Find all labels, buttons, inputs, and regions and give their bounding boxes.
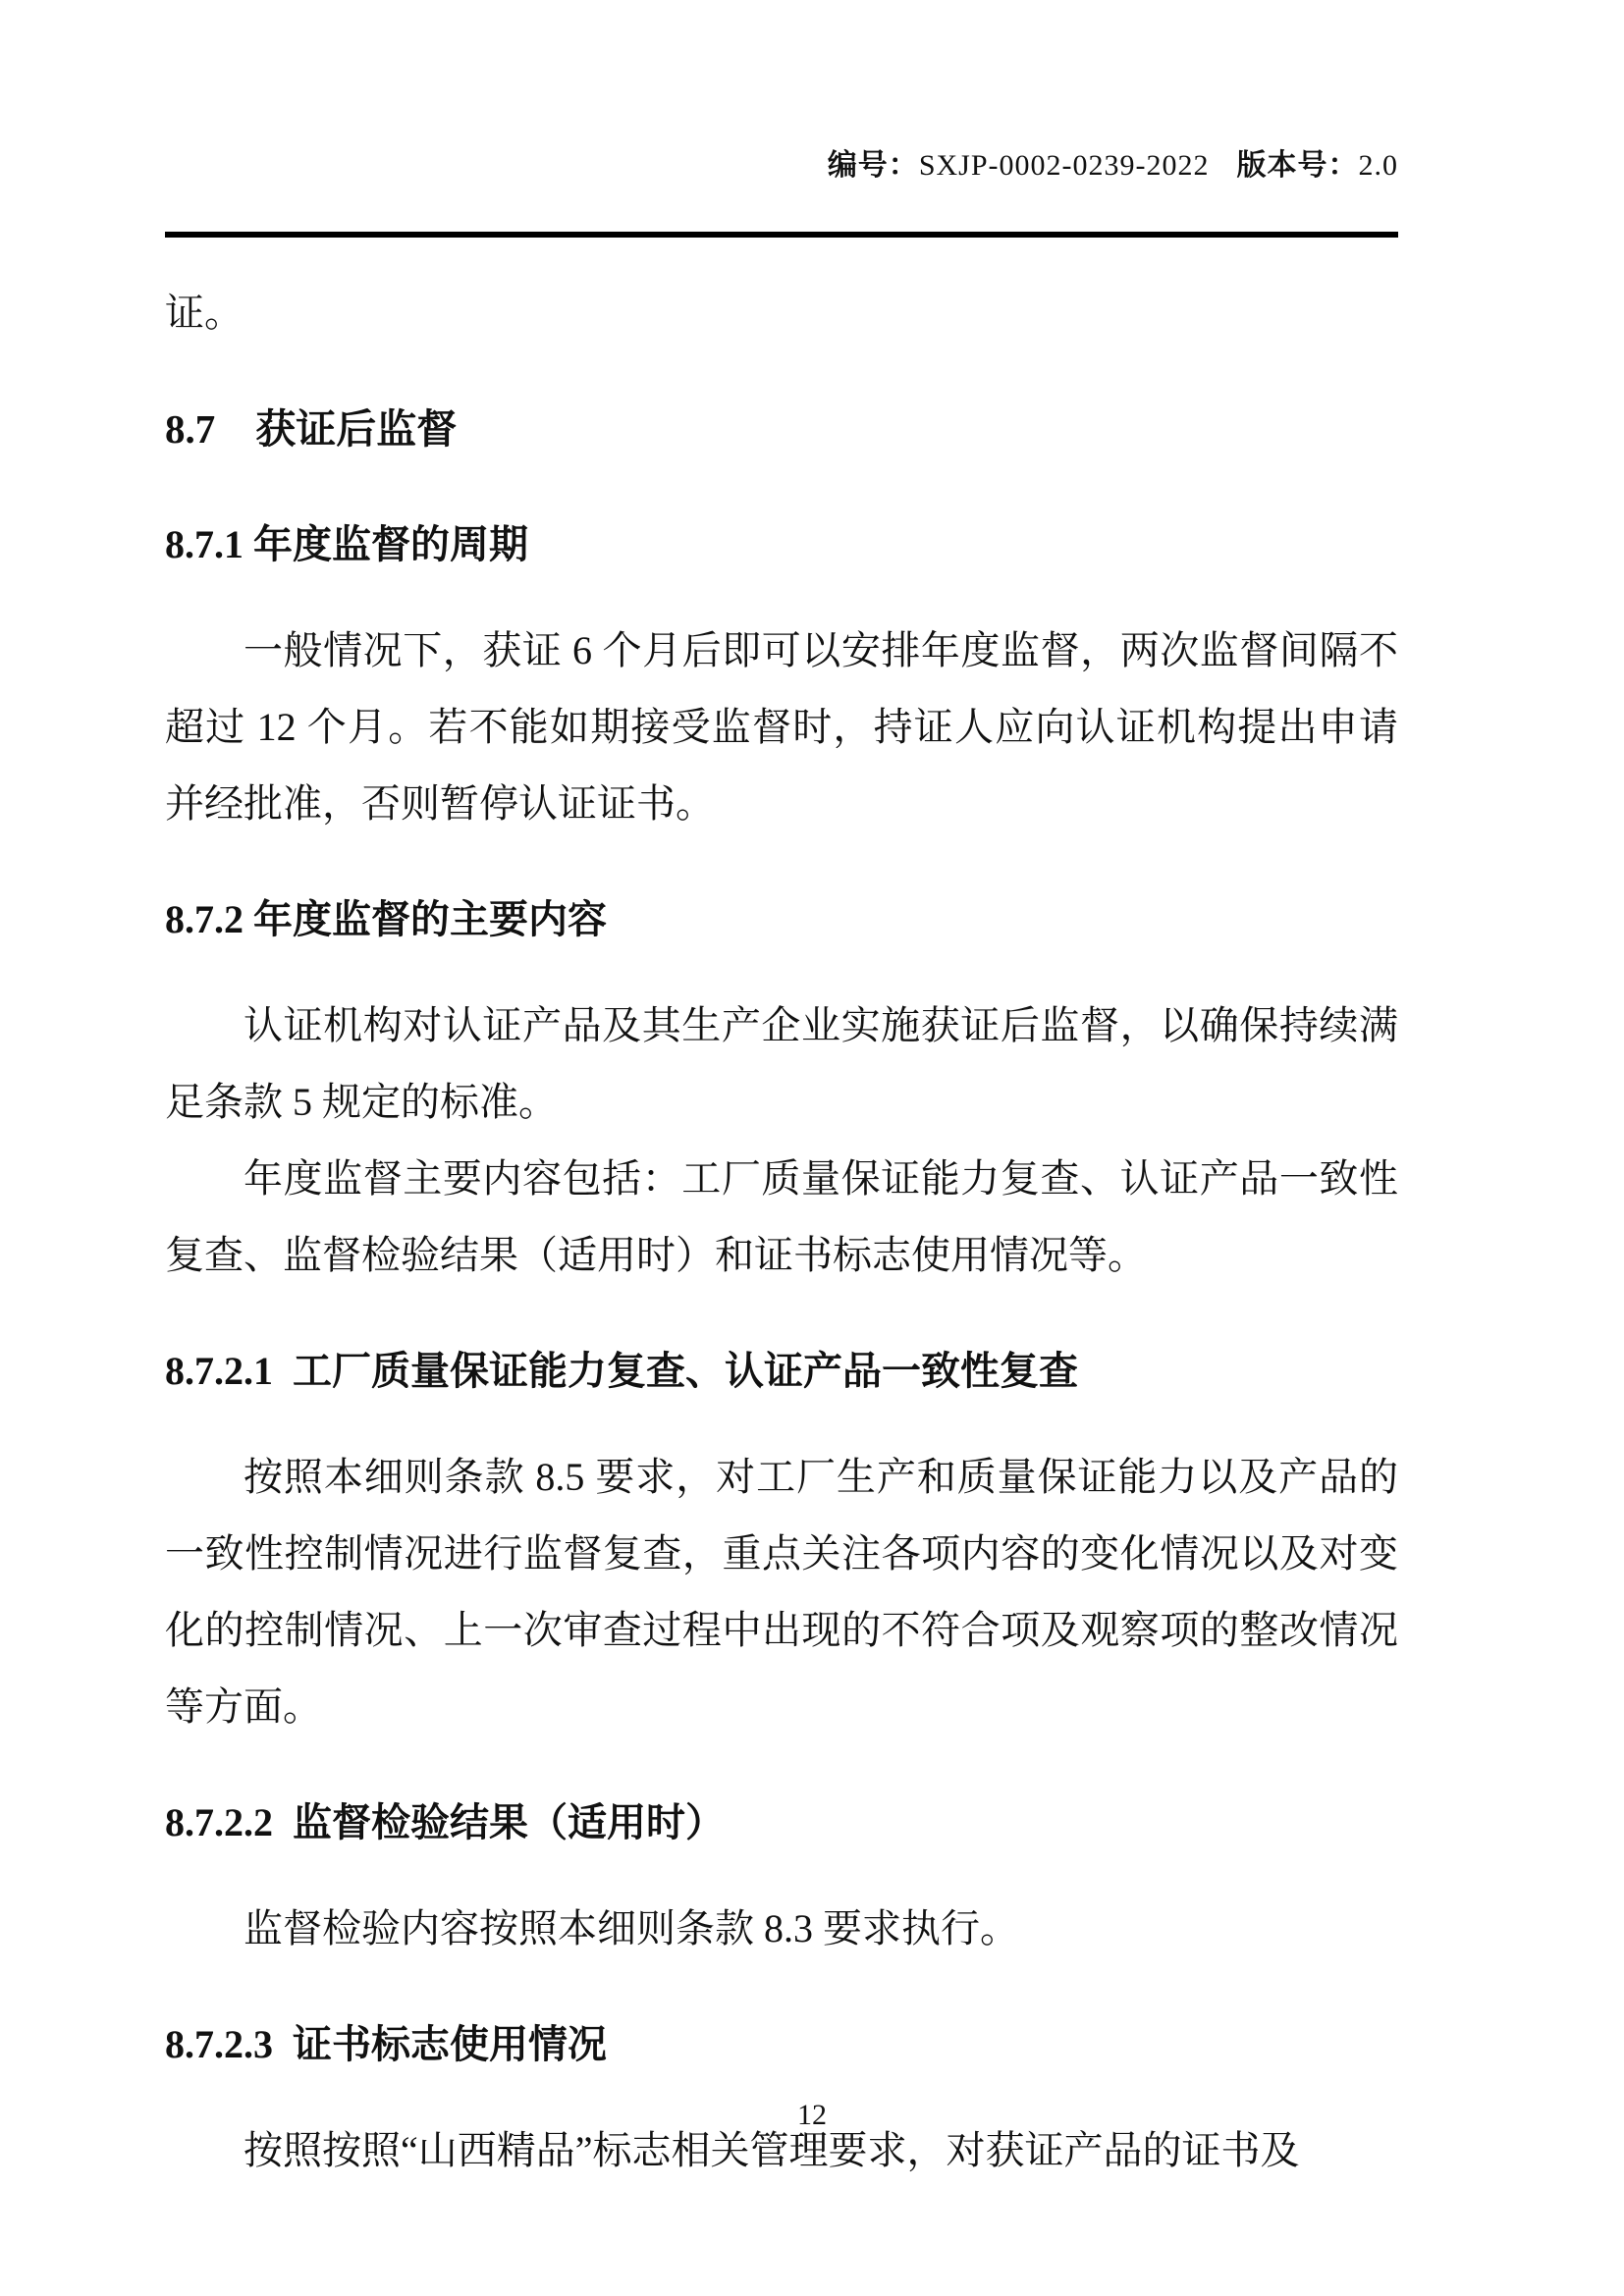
page-header xyxy=(165,0,1398,238)
section-heading-8-7: 8.7 获证后监督 xyxy=(165,406,458,452)
doc-number-value: SXJP-0002-0239-2022 xyxy=(918,149,1210,182)
paragraph-supervision-main-content: 年度监督主要内容包括：工厂质量保证能力复查、认证产品一致性复查、监督检验结果（适用时）和证书标志使用情况等。 xyxy=(165,1156,1398,1277)
paragraph-annual-supervision-cycle: 一般情况下，获证 6 个月后即可以安排年度监督，两次监督间隔不超过 12 个月。若不能如期接受监督时，持证人应向认证机构提出申请并经批准，否则暂停认证证书。 xyxy=(165,628,1398,826)
section-heading-8-7-1: 8.7.1 年度监督的周期 xyxy=(165,522,528,566)
body-continuation-line: 证。 xyxy=(165,291,244,335)
page-number: 12 xyxy=(797,2099,827,2131)
version-label: 版本号： xyxy=(1236,149,1359,182)
paragraph-certificate-mark-usage: 按照按照“山西精品”标志相关管理要求，对获证产品的证书及 xyxy=(244,2128,1300,2172)
doc-number-label: 编号： xyxy=(827,149,919,182)
section-heading-8-7-2-3: 8.7.2.3 证书标志使用情况 xyxy=(165,2022,607,2066)
paragraph-factory-quality-review: 按照本细则条款 8.5 要求，对工厂生产和质量保证能力以及产品的一致性控制情况进行监督复查，重点关注各项内容的变化情况以及对变化的控制情况、上一次审查过程中出现的不符合项及观察项的整改情况等方面。 xyxy=(165,1455,1398,1729)
section-heading-8-7-2-1: 8.7.2.1 工厂质量保证能力复查、认证产品一致性复查 xyxy=(165,1349,1078,1393)
version-value: 2.0 xyxy=(1358,149,1398,182)
paragraph-supervision-inspection: 监督检验内容按照本细则条款 8.3 要求执行。 xyxy=(244,1906,1019,1950)
page-footer xyxy=(0,2099,1624,2132)
document-body xyxy=(165,238,1398,2189)
section-heading-8-7-2: 8.7.2 年度监督的主要内容 xyxy=(165,897,607,941)
paragraph-supervision-purpose: 认证机构对认证产品及其生产企业实施获证后监督，以确保持续满足条款 5 规定的标准。 xyxy=(165,1003,1398,1124)
section-heading-8-7-2-2: 8.7.2.2 监督检验结果（适用时） xyxy=(165,1800,725,1844)
